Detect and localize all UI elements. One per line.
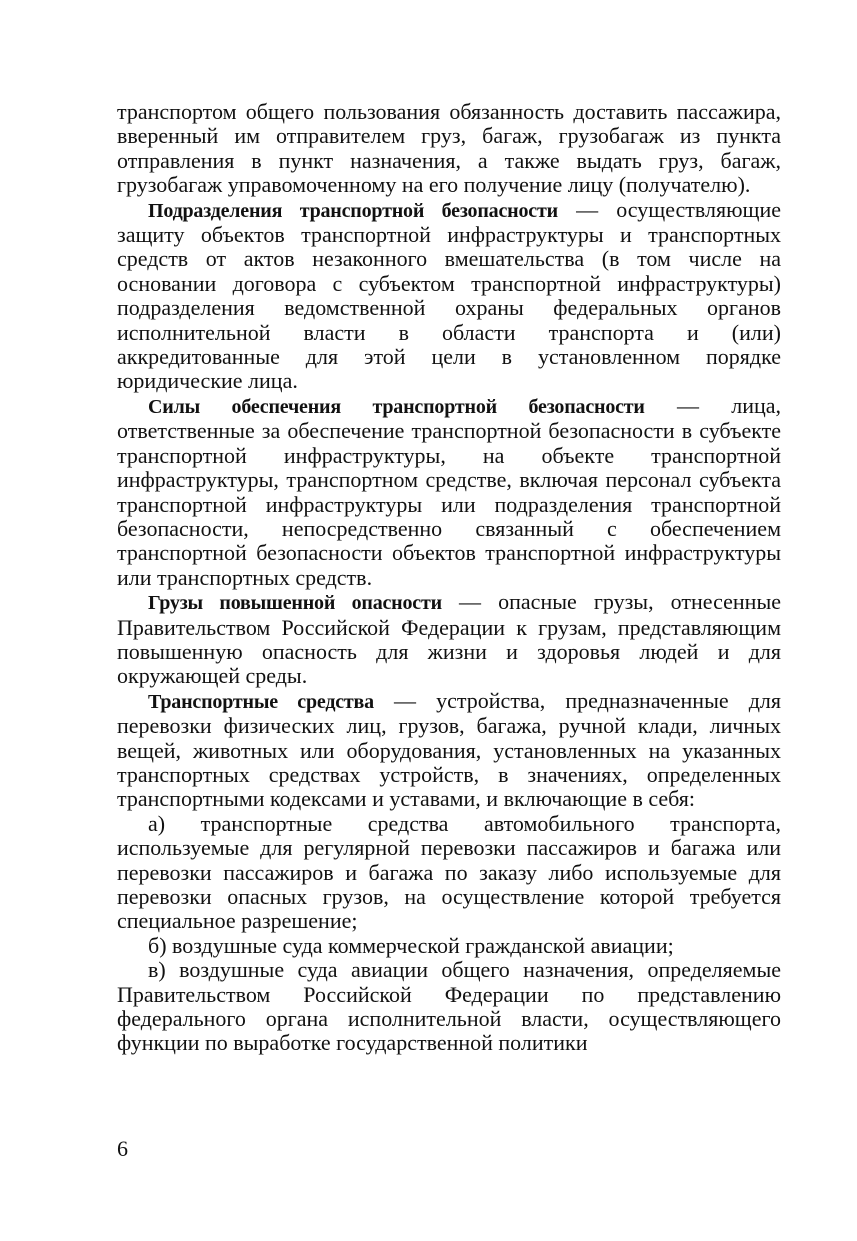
paragraph-definition xyxy=(117,394,781,590)
paragraph-text: — осуществляющие защиту объектов транспортной инфраструктуры и транспортных средств от актов незаконного вмешательства (в том числе на основании договора с субъектом транспортной инфраструктуры) подразделения ведомственной охраны федеральных органов исполнительной власти в области транспорта и (или) аккредитованные для этой цели в установленном порядке юридические лица. xyxy=(117,196,781,394)
paragraph-definition xyxy=(117,689,781,812)
paragraph-text: б) воздушные суда коммерческой гражданской авиации; xyxy=(148,932,674,958)
paragraph-text: в) воздушные суда авиации общего назначения, определяемые Правительством Российской Федерации по представлению федерального органа исполнительной власти, осуществляющего функции по выработке государственной политики xyxy=(117,957,781,1056)
list-item-b xyxy=(117,934,781,958)
paragraph-continuation xyxy=(117,100,781,198)
page-body xyxy=(117,100,781,1056)
term-heading: Подразделения транспортной безопасности xyxy=(148,199,558,222)
paragraph-text: а) транспортные средства автомобильного транспорта, используемые для регулярной перевозки пассажиров и багажа или перевозки пассажиров и багажа по заказу либо используемые для перевозки опасных грузов, на осуществление которой требуется специальное разрешение; xyxy=(117,810,781,934)
paragraph-text: — лица, ответственные за обеспечение транспортной безопасности в субъекте транспортной инфраструктуры, на объекте транспортной инфраструктуры, транспортном средстве, включая персонал субъекта транспортной инфраструктуры или подразделения транспортной безопасности, непосредственно связанный с обеспечением транспортной безопасности объектов транспортной инфраструктуры или транспортных средств. xyxy=(117,392,781,590)
term-heading: Транспортные средства xyxy=(148,690,374,713)
paragraph-text: транспортом общего пользования обязанность доставить пассажира, вверенный им отправителем груз, багаж, грузобагаж из пункта отправления в пункт назначения, а также выдать груз, багаж, грузобагаж управомоченному на его получение лицу (получателю). xyxy=(117,99,781,198)
term-heading: Силы обеспечения транспортной безопасности xyxy=(148,395,645,418)
list-item-a xyxy=(117,812,781,934)
paragraph-definition xyxy=(117,198,781,394)
paragraph-definition xyxy=(117,590,781,689)
paragraph-text: — устройства, предназначенные для перевозки физических лиц, грузов, багажа, ручной клади, личных вещей, животных или оборудования, установленных на указанных транспортных средствах устройств, в значениях, определенных транспортными кодексами и уставами, и включающие в себя: xyxy=(117,687,782,812)
list-item-c xyxy=(117,958,781,1056)
page-number: 6 xyxy=(117,1136,128,1161)
term-heading: Грузы повышенной опасности xyxy=(148,592,442,615)
paragraph-text: — опасные грузы, отнесенные Правительством Российской Федерации к грузам, представляющим повышенную опасность для жизни и здоровья людей и для окружающей среды. xyxy=(117,589,781,689)
